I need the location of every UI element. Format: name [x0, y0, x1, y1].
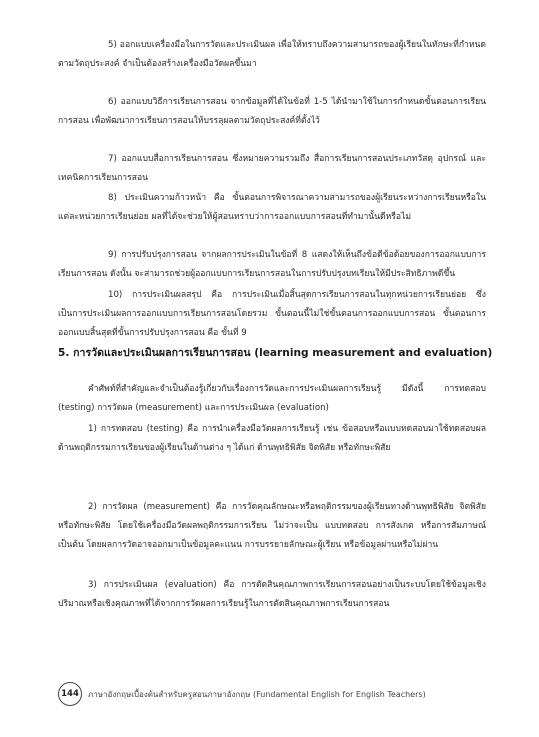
section-intro: คำศัพท์ที่สำคัญและจำเป็นต้องรู้เกี่ยวกับเรื่องการวัดและการประเมินผลการเรียนรู้ มีดังนี้ การทดสอบ (testing) การวัดผล (measurement) และการประเมินผล (evaluation) — [58, 384, 486, 413]
section-heading: 5. การวัดและประเมินผลการเรียนการสอน (learning measurement and evaluation) — [58, 347, 493, 359]
page-number: 144 — [58, 682, 82, 706]
list-item-6: 6) ออกแบบวิธีการเรียนการสอน จากข้อมูลที่ได้ในข้อที่ 1-5 ได้นำมาใช้ในการกำหนดขั้นตอนการเรียนการสอน เพื่อพัฒนาการเรียนการสอนให้บรรลุผลตามวัตถุประสงค์ที่ตั้งไว้ — [58, 97, 486, 126]
list-item-10: 10) การประเมินผลสรุป คือ การประเมินเมื่อสิ้นสุดการเรียนการสอนในทุกหน่วยการเรียนย่อย ซึ่งเป็นการประเมินผลการออกแบบการเรียนการสอนโดยรวม ขั้นตอนนี้ไม่ใช่ขั้นตอนการออกแบบการสอน ขั้นตอนการออกแบบสิ้นสุดที่ขั้นการปรับปรุงการสอน คือ ขั้นที่ 9 — [58, 290, 486, 338]
definition-evaluation: 3) การประเมินผล (evaluation) คือ การตัดสินคุณภาพการเรียนการสอนอย่างเป็นระบบโดยใช้ข้อมูลเชิงปริมาณหรือเชิงคุณภาพที่ได้จากการวัดผลการเรียนรู้ในการตัดสินคุณภาพการเรียนการสอน — [58, 580, 486, 609]
list-item-7: 7) ออกแบบสื่อการเรียนการสอน ซึ่งหมายความรวมถึง สื่อการเรียนการสอนประเภทวัสดุ อุปกรณ์ และเทคนิคการเรียนการสอน — [58, 154, 486, 183]
book-title: ภาษาอังกฤษเบื้องต้นสำหรับครูสอนภาษาอังกฤษ (Fundamental English for English Teachers) — [88, 689, 426, 699]
list-item-5: 5) ออกแบบเครื่องมือในการวัดและประเมินผล เพื่อให้ทราบถึงความสามารถของผู้เรียนในทักษะที่กำหนดตามวัตถุประสงค์ จำเป็นต้องสร้างเครื่องมือวัดผลขึ้นมา — [58, 40, 486, 69]
list-item-8: 8) ประเมินความก้าวหน้า คือ ขั้นตอนการพิจารณาความสามารถของผู้เรียนระหว่างการเรียนหรือในแต่ละหน่วยการเรียนย่อย ผลที่ได้จะช่วยให้ผู้สอนทราบว่าการออกแบบการสอนที่ทำมานั้นดีหรือไม่ — [58, 193, 486, 222]
definition-testing: 1) การทดสอบ (testing) คือ การนำเครื่องมือวัดผลการเรียนรู้ เช่น ข้อสอบหรือแบบทดสอบมาใช้ทดสอบผลด้านพฤติกรรมการเรียนของผู้เรียนในด้านต่าง ๆ ได้แก่ ด้านพุทธิพิสัย จิตพิสัย หรือทักษะพิสัย — [58, 424, 486, 453]
page-footer — [58, 682, 426, 706]
list-item-9: 9) การปรับปรุงการสอน จากผลการประเมินในข้อที่ 8 แสดงให้เห็นถึงข้อดีข้อด้อยของการออกแบบการเรียนการสอน ดังนั้น จะสามารถช่วยผู้ออกแบบการเรียนการสอนในการปรับปรุงบทเรียนให้มีประสิทธิภาพดีขึ้น — [58, 250, 486, 279]
definition-measurement: 2) การวัดผล (measurement) คือ การวัดคุณลักษณะหรือพฤติกรรมของผู้เรียนทางด้านพุทธิพิสัย จิตพิสัย หรือทักษะพิสัย โดยใช้เครื่องมือวัดผลพฤติกรรมการเรียน ไม่ว่าจะเป็น แบบทดสอบ การสังเกต หรือการสัมภาษณ์ เป็นต้น โดยผลการวัดอาจออกมาเป็นข้อมูลคะแนน การบรรยายลักษณะผู้เรียน หรือข้อมูลผ่านหรือไม่ผ่าน — [58, 502, 486, 550]
